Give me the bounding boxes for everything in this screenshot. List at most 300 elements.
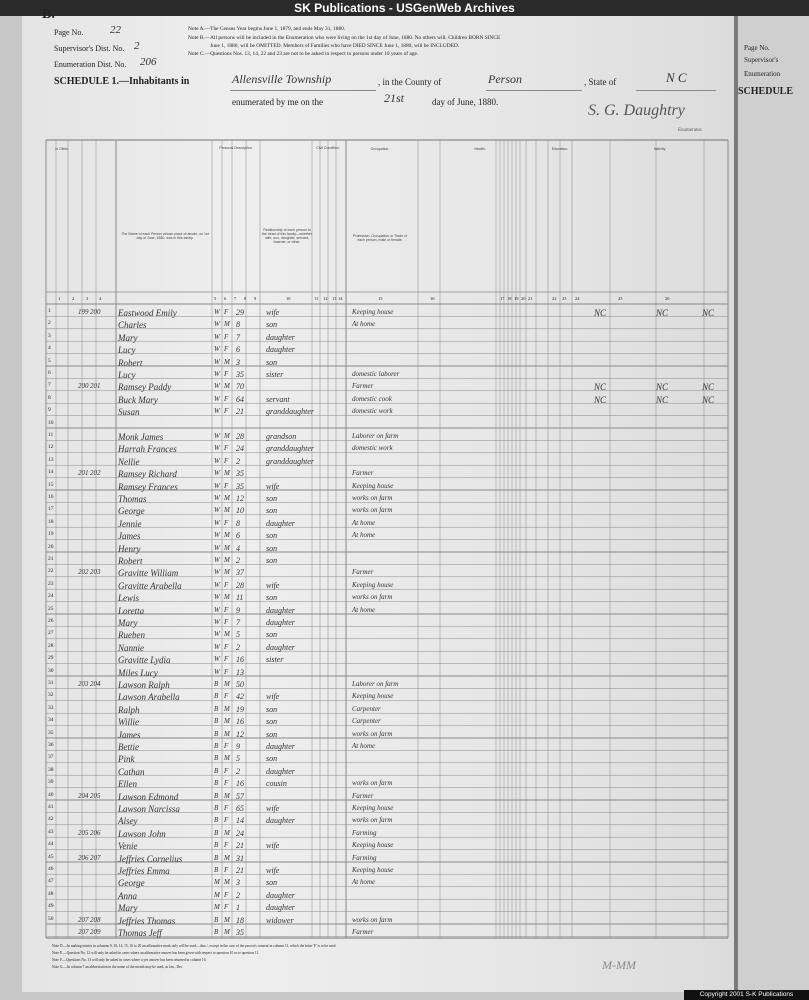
relationship: granddaughter	[266, 407, 314, 417]
copyright-notice: Copyright 2001 S-K Publications	[684, 990, 809, 1000]
age: 24	[236, 444, 244, 454]
age: 9	[236, 605, 240, 615]
footer-note: Note D.—In making entries in columns 9, 10, 14, 15, 16 to 20 an affirmative mark only will be used—thus /, except in the case of the person's consent in column 11, which the letter 'F' is to be used.	[52, 944, 337, 948]
age: 42	[236, 692, 244, 702]
dwelling-number: 201	[78, 469, 89, 478]
person-name: Thomas	[118, 494, 147, 504]
adjacent-schedule: SCHEDULE	[738, 86, 794, 97]
age: 3	[236, 878, 240, 888]
state-label: , State of	[584, 77, 617, 87]
column-number: 24	[575, 296, 580, 301]
sex: M	[224, 928, 230, 936]
age: 5	[236, 754, 240, 764]
relationship: wife	[266, 866, 280, 875]
age: 4	[236, 543, 240, 553]
sex: F	[224, 481, 229, 490]
occupation: works on farm	[352, 779, 393, 788]
column-number: 20	[521, 296, 526, 301]
dwelling-number: 207	[78, 915, 89, 924]
occupation: Laborer on farm	[352, 432, 399, 440]
relationship: servant	[266, 394, 290, 404]
relationship: daughter	[266, 518, 295, 528]
row-number: 21	[48, 556, 54, 562]
person-name: Ramsey Richard	[118, 469, 177, 480]
person-name: James	[118, 729, 141, 740]
county: Person	[488, 72, 522, 86]
column-number: 13	[332, 296, 337, 301]
nativity: NC	[594, 394, 607, 405]
relationship: daughter	[266, 816, 295, 826]
person-name: Ramsey Frances	[118, 481, 178, 492]
form-letter: B.	[42, 7, 55, 22]
race: W	[214, 568, 220, 577]
person-name: Alsey	[118, 816, 138, 827]
occupation: Carpenter	[352, 704, 381, 713]
person-name: Lawson Edmond	[118, 791, 179, 802]
relationship: daughter	[266, 903, 295, 913]
row-number: 30	[48, 667, 54, 674]
person-name: Lucy	[118, 345, 136, 356]
row-number: 20	[48, 543, 54, 550]
dwelling-number: 200	[78, 382, 89, 391]
person-name: Henry	[118, 543, 141, 554]
column-number: 15	[378, 296, 383, 301]
sex: F	[224, 394, 229, 403]
row-number: 42	[48, 816, 54, 823]
race: B	[214, 779, 219, 788]
age: 2	[236, 766, 240, 776]
age: 11	[236, 593, 244, 603]
person-name: Ramsey Paddy	[118, 382, 172, 393]
relationship: son	[266, 754, 278, 764]
occupation: At home	[352, 531, 376, 540]
occupation: works on farm	[352, 915, 393, 924]
footer-note: Note G.—In column 7 an abbreviation in the name of the month may be used, as Jan., Dec.	[52, 965, 184, 969]
person-name: Jeffries Emma	[118, 866, 170, 876]
person-name: Pink	[118, 754, 135, 765]
row-number: 5	[48, 357, 51, 364]
nativity: NC	[594, 382, 607, 393]
column-number: 10	[286, 296, 291, 301]
row-number: 40	[48, 791, 54, 798]
sex: M	[224, 717, 230, 726]
sex: M	[224, 680, 230, 688]
row-number: 11	[48, 432, 54, 438]
relationship: daughter	[266, 345, 295, 355]
occupation: At home	[352, 742, 376, 750]
age: 35	[236, 481, 244, 491]
row-number: 14	[48, 469, 54, 476]
age: 6	[236, 345, 240, 355]
row-number: 48	[48, 890, 54, 897]
race: B	[214, 692, 219, 701]
sex: F	[224, 903, 229, 912]
family-number: 202	[90, 469, 101, 478]
row-number: 2	[48, 320, 51, 327]
sex: M	[224, 543, 230, 552]
sex: F	[224, 345, 229, 354]
race: B	[214, 742, 219, 750]
occupation: works on farm	[352, 729, 393, 738]
age: 16	[236, 717, 244, 727]
family-number: 206	[90, 828, 101, 837]
occupation: Keeping house	[352, 481, 394, 490]
row-number: 13	[48, 456, 54, 463]
person-name: Nannie	[118, 642, 144, 653]
relationship: daughter	[266, 766, 295, 776]
age: 21	[236, 407, 244, 417]
race: W	[214, 593, 220, 602]
relationship: son	[266, 357, 278, 367]
note-a: Note A.—The Census Year begins June 1, 1879, and ends May 31, 1880.	[188, 26, 346, 32]
header-civil: Civil Condition.	[316, 146, 340, 150]
race: W	[214, 605, 220, 614]
person-name: Monk James	[118, 432, 164, 442]
sex: F	[224, 518, 229, 527]
race: W	[214, 506, 220, 515]
row-number: 15	[48, 481, 54, 488]
race: B	[214, 816, 219, 825]
row-number: 17	[48, 506, 54, 513]
header-nativity: Nativity.	[653, 147, 667, 151]
banner-title: SK Publications - USGenWeb Archives	[0, 0, 809, 16]
mother-nativity: NC	[702, 394, 715, 405]
sex: F	[224, 667, 229, 676]
race: B	[214, 729, 219, 738]
age: 35	[236, 928, 244, 937]
person-name: Charles	[118, 320, 147, 331]
race: W	[214, 456, 220, 465]
occupation: Farming	[352, 853, 377, 862]
relationship: son	[266, 506, 278, 516]
dwelling-number: 203	[78, 680, 89, 688]
adjacent-supervisor: Supervisor's	[744, 56, 779, 64]
age: 8	[236, 518, 240, 528]
race: W	[214, 469, 220, 478]
race: B	[214, 915, 219, 924]
race: M	[214, 903, 220, 912]
person-name: Gravitte Arabella	[118, 580, 182, 591]
age: 2	[236, 556, 240, 565]
column-number: 18	[507, 296, 512, 301]
margin-note: M-MM	[602, 958, 636, 972]
column-number: 17	[500, 296, 505, 301]
relationship: son	[266, 704, 278, 714]
age: 9	[236, 742, 240, 751]
sex: M	[224, 878, 230, 887]
race: W	[214, 556, 220, 564]
county-label: , in the County of	[378, 77, 442, 87]
race: B	[214, 804, 219, 812]
row-number: 41	[48, 804, 54, 810]
age: 6	[236, 531, 240, 541]
occupation: Keeping house	[352, 580, 394, 589]
race: B	[214, 841, 219, 850]
age: 14	[236, 816, 244, 826]
race: B	[214, 717, 219, 726]
relationship: daughter	[266, 890, 295, 900]
occupation: Laborer on farm	[352, 680, 399, 688]
row-number: 10	[48, 419, 54, 426]
age: 21	[236, 866, 244, 875]
family-number: 203	[90, 568, 101, 577]
person-name: Robert	[118, 556, 143, 566]
column-number: 2	[72, 296, 75, 301]
race: W	[214, 630, 220, 639]
row-number: 27	[48, 630, 54, 637]
relationship: son	[266, 543, 278, 553]
footer-note: Note F.—Questions No. 13 will only be asked in cases where a yes answer has been returned in column 16.	[52, 958, 207, 962]
row-number: 23	[48, 580, 54, 587]
person-name: Loretta	[118, 605, 145, 616]
race: B	[214, 704, 219, 713]
father-nativity: NC	[656, 394, 669, 405]
relationship: daughter	[266, 618, 295, 627]
row-number: 12	[48, 444, 54, 451]
race: B	[214, 853, 219, 862]
row-number: 4	[48, 345, 51, 352]
row-number: 38	[48, 766, 54, 773]
occupation: Carpenter	[352, 717, 381, 726]
dwelling-number: 207	[78, 928, 89, 936]
row-number: 19	[48, 531, 54, 538]
race: W	[214, 407, 220, 416]
relationship: son	[266, 531, 278, 541]
occupation: Farmer	[352, 791, 374, 800]
age: 7	[236, 332, 240, 342]
age: 35	[236, 469, 244, 479]
relationship: son	[266, 717, 278, 727]
person-name: James	[118, 531, 141, 542]
race: W	[214, 357, 220, 366]
relationship: wife	[266, 804, 280, 813]
race: W	[214, 332, 220, 341]
race: B	[214, 754, 219, 763]
race: M	[214, 890, 220, 899]
sex: M	[224, 915, 230, 924]
row-number: 1	[48, 308, 51, 314]
sex: F	[224, 804, 229, 812]
note-b2: June 1, 1880, will be OMITTED. Members of Families who have DIED SINCE June 1, 1880, will be INCLUDED.	[210, 43, 460, 49]
column-number: 21	[528, 296, 533, 301]
race: B	[214, 791, 219, 800]
occupation: Keeping house	[352, 866, 394, 874]
family-number: 209	[90, 928, 101, 936]
race: W	[214, 444, 220, 453]
relationship: wife	[266, 841, 280, 851]
column-number: 9	[254, 296, 257, 301]
relationship: son	[266, 878, 278, 888]
row-number: 26	[48, 618, 54, 624]
person-name: Lawson Arabella	[118, 692, 180, 703]
relationship: son	[266, 630, 278, 640]
column-number: 11	[314, 296, 319, 301]
race: W	[214, 580, 220, 589]
father-nativity: NC	[656, 308, 669, 318]
family-number: 207	[90, 853, 101, 862]
occupation: domestic cook	[352, 394, 392, 403]
dwelling-number: 204	[78, 791, 89, 800]
race: B	[214, 866, 219, 874]
note-b1: Note B.—All persons will be included in the Enumeration who were living on the 1st day of June, 1880. No others will. Children BORN SINCE	[188, 35, 501, 41]
row-number: 8	[48, 394, 51, 401]
dwelling-number: 202	[78, 568, 89, 577]
age: 18	[236, 915, 244, 925]
sex: F	[224, 890, 229, 899]
supervisor-value: 2	[134, 40, 140, 52]
occupation: Farmer	[352, 382, 374, 391]
relationship: daughter	[266, 742, 295, 751]
race: B	[214, 680, 219, 688]
row-number: 49	[48, 903, 54, 910]
column-number: 26	[665, 296, 670, 301]
row-number: 32	[48, 692, 54, 699]
race: W	[214, 494, 220, 502]
person-name: Mary	[118, 903, 138, 914]
sex: M	[224, 729, 230, 738]
person-name: Jeffries Thomas	[118, 915, 176, 926]
nativity: NC	[594, 308, 607, 318]
page-no-label: Page No.	[54, 28, 84, 37]
township: Allensville Township	[232, 72, 332, 86]
relationship: wife	[266, 580, 280, 590]
row-number: 24	[48, 593, 54, 600]
header-education: Education.	[551, 147, 569, 151]
occupation: Keeping house	[352, 692, 394, 701]
column-number: 12	[323, 296, 328, 301]
sex: F	[224, 742, 229, 750]
age: 12	[236, 494, 244, 503]
race: W	[214, 382, 220, 391]
enumeration-label: Enumeration Dist. No.	[54, 60, 127, 69]
sex: F	[224, 580, 229, 589]
person-name: Mary	[118, 618, 138, 628]
mother-nativity: NC	[702, 382, 715, 393]
sex: M	[224, 469, 230, 478]
adjacent-enumeration: Enumeration	[744, 70, 781, 78]
race: W	[214, 531, 220, 540]
race: B	[214, 766, 219, 775]
column-number: 7	[234, 296, 237, 301]
relationship: widower	[266, 915, 294, 925]
family-number: 200	[90, 308, 101, 316]
column-number: 23	[562, 296, 567, 301]
page-no-value: 22	[110, 24, 121, 36]
race: B	[214, 928, 219, 936]
age: 28	[236, 580, 244, 590]
relationship: grandson	[266, 432, 297, 441]
person-name: George	[118, 506, 145, 517]
state: N C	[666, 70, 687, 85]
age: 37	[236, 568, 244, 578]
mother-nativity: NC	[702, 308, 715, 318]
person-name: Bettie	[118, 742, 139, 752]
age: 10	[236, 506, 244, 516]
sex: M	[224, 704, 230, 713]
sex: F	[224, 841, 229, 850]
person-name: Lewis	[118, 593, 140, 604]
row-number: 45	[48, 853, 54, 860]
race: W	[214, 432, 220, 440]
person-name: Jennie	[118, 518, 142, 529]
header-health: Health.	[474, 147, 486, 151]
person-name: Gravitte William	[118, 568, 179, 579]
row-number: 31	[48, 680, 54, 686]
race: W	[214, 370, 220, 378]
person-name: Eastwood Emily	[118, 308, 177, 318]
sex: F	[224, 816, 229, 825]
occupation: works on farm	[352, 816, 393, 825]
sex: M	[224, 382, 230, 391]
column-number: 1	[58, 296, 61, 301]
dwelling-number: 199	[78, 308, 89, 316]
occupation: Keeping house	[352, 804, 394, 812]
person-name: Willie	[118, 717, 139, 728]
occupation: At home	[352, 518, 376, 527]
race: W	[214, 320, 220, 329]
occupation: works on farm	[352, 494, 393, 502]
relationship: son	[266, 729, 278, 739]
row-number: 3	[48, 332, 51, 339]
row-number: 16	[48, 494, 54, 500]
dwelling-number: 206	[78, 853, 89, 862]
enumeration-day: 21st	[384, 91, 405, 105]
person-name: Ellen	[118, 779, 137, 790]
note-c: Note C.—Questions Nos. 13, 14, 22 and 23 are not to be asked in respect to persons under 10 years of age.	[188, 51, 419, 57]
race: W	[214, 518, 220, 527]
sex: F	[224, 692, 229, 701]
occupation: domestic work	[352, 407, 393, 416]
relationship: granddaughter	[266, 444, 314, 454]
enumerator-label: Enumerator.	[678, 128, 703, 133]
age: 16	[236, 655, 244, 665]
occupation: Farmer	[352, 469, 374, 478]
sex: M	[224, 754, 230, 763]
row-number: 37	[48, 754, 54, 761]
header-personal: Personal Description.	[219, 146, 253, 150]
person-name: Rueben	[118, 630, 145, 641]
row-number: 35	[48, 729, 54, 736]
row-number: 6	[48, 370, 51, 376]
header-name: The Name of each Person whose place of abode, on 1st day of June, 1880, was in this family.	[121, 232, 209, 240]
person-name: Mary	[118, 332, 138, 343]
dwelling-number: 205	[78, 828, 89, 837]
sex: F	[224, 444, 229, 453]
row-number: 22	[48, 568, 54, 575]
age: 8	[236, 320, 240, 330]
sex: F	[224, 618, 229, 626]
sex: M	[224, 556, 230, 564]
race: W	[214, 618, 220, 626]
sex: M	[224, 357, 230, 366]
occupation: Keeping house	[352, 308, 394, 316]
sex: F	[224, 370, 229, 378]
sex: M	[224, 320, 230, 329]
relationship: sister	[266, 655, 284, 665]
race: W	[214, 394, 220, 403]
relationship: granddaughter	[266, 456, 314, 466]
person-name: George	[118, 878, 145, 889]
race: W	[214, 308, 220, 316]
relationship: son	[266, 593, 278, 603]
relationship: daughter	[266, 332, 295, 342]
age: 64	[236, 394, 244, 404]
family-number: 204	[90, 680, 101, 688]
sex: M	[224, 853, 230, 862]
relationship: son	[266, 556, 278, 565]
relationship: daughter	[266, 642, 295, 652]
sex: F	[224, 605, 229, 614]
